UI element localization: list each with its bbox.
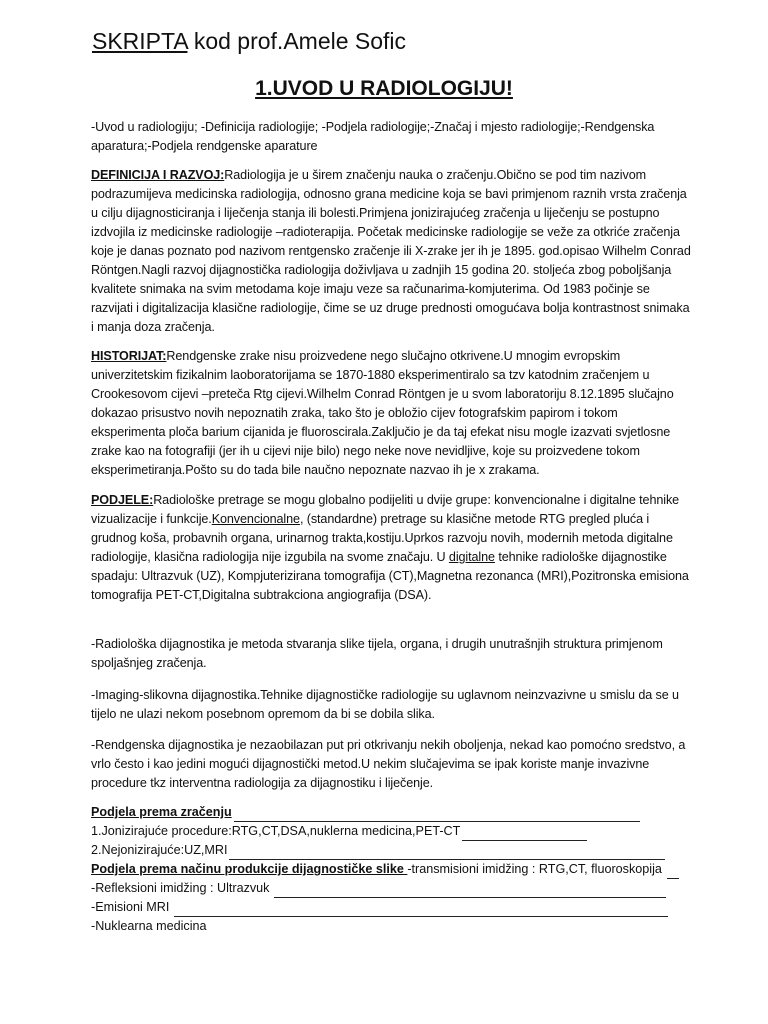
list-item [91, 917, 691, 936]
list-item [91, 879, 691, 898]
list-item [91, 841, 691, 860]
nuklearna-item: -Nuklearna medicina [91, 919, 207, 933]
fill-line [667, 864, 679, 879]
digitalne-term: digitalne [448, 550, 495, 564]
list-item [91, 803, 691, 822]
imaging-paragraph: -Imaging-slikovna dijagnostika.Tehnike dijagnostičke radiologije su uglavnom neinzvazivne u smislu da se u tijelo ne ulazi nekom posebnom opremom da bi se dobila slika. [91, 688, 679, 721]
nejonizirajuce-item: 2.Nejonizirajuće:UZ,MRI [91, 843, 228, 857]
historijat-label: HISTORIJAT: [91, 349, 167, 363]
fill-line [174, 902, 668, 917]
podjele-text-2: , (standardne) pretrage su klasične metode RTG pregled pluća i grudnog koša, probavnih organa, urinarnog trakta,kostiju.Uprkos razvoju novih, modernih metoda digitalne radiologije, klasična radiologija nije izgubila na svome značaju. U [91, 512, 673, 564]
podjela-nacinu-text: -transmisioni imidžing : RTG,CT, fluoroskopija [407, 862, 662, 876]
intro-paragraph: -Uvod u radiologiju; -Definicija radiologije; -Podjela radiologije;-Značaj i mjesto radiologije;-Rendgenska aparatura;-Podjela rendgenske aparature [91, 120, 655, 153]
definicija-text: Radiologija je u širem značenju nauka o zračenju.Obično se pod tim nazivom podrazumijeva medicinska radiologija, odnosno grana medicine koja se bavi primjenom raznih vrsta zračenja u cilju dijagnosticiranja i liječenja stanja ili bolesti.Primjena jonizirajućeg zračenja u liječenju se postupno izdvojila iz medicinske radiologije –radioterapija. Početak medicinske radiologije se veže za otkriće zračenja koje je danas poznato pod nazivom rentgensko zračenje ili X-zrake jer ih je 1895. god.opisao Wilhelm Conrad Röntgen.Nagli razvoj dijagnostička radiologija doživljava u zadnjih 15 godina 20. stoljeća zbog poboljšanja kvalitete snimaka na svim metodama koje imaju veze sa računarima-komjuterima. Od 1983 počinje se razvijati i digitalizacija klasične radiologije, čime se uz druge prednosti omogućava bolja kontrastnost snimaka i manja doza zračenja. [91, 168, 691, 334]
konvencionalne-term: Konvencionalne [211, 512, 300, 526]
podjela-list [91, 803, 691, 936]
fill-line [274, 883, 666, 898]
radioloska-paragraph: -Radiološka dijagnostika je metoda stvaranja slike tijela, organa, i drugih unutrašnjih struktura primjenom spoljašnjeg zračenja. [91, 637, 663, 670]
definicija-label: DEFINICIJA I RAZVOJ: [91, 168, 225, 182]
fill-line [462, 826, 587, 841]
refleksioni-item: -Refleksioni imidžing : Ultrazvuk [91, 881, 270, 895]
podjele-paragraph [91, 491, 691, 605]
podjele-text-1: Radiološke pretrage se mogu globalno podijeliti u dvije grupe: konvencionalne i digitalne tehnike vizualizacije i funkcije. [91, 493, 680, 526]
jonizirajuce-item: 1.Jonizirajuće procedure:RTG,CT,DSA,nuklerna medicina,PET-CT [91, 824, 461, 838]
rendgenska-paragraph: -Rendgenska dijagnostika je nezaobilazan put pri otkrivanju nekih obolјenja, nekad kao pomoćno sredstvo, a vrlo često i kao jedini mogući dijagnostički metod.U nekim slučajevima se ipak koriste manje invazivne procedure tkz interventna radiologija za dijagnostiku i liječenje. [91, 738, 686, 790]
historijat-text: Rendgenske zrake nisu proizvedene nego slučajno otkrivene.U mnogim evropskim univerzitetskim fizikalnim laoboratorijama se 1870-1880 eksperimentiralo sa tzv katodnim zračenjem u Crookesovom cijevi –preteča Rtg cijevi.Wilhelm Conrad Röntgen je u svom laboratoriju 8.12.1895 slučajno dokazao prisustvo novih nepoznatih zraka, tako što je obložio cijev fotografskim papirom i tokom eksperimenta ploča barium cijanida je fluoroscirala.Zaključio je da taj efekat nisu mogle izazvati svjetlosne zrake kao na fotografiji (jer ih u cijevi nije bilo) nego neke nove nevidljive, koje su proizvedene tokom eksperimetiranja.Pošto su do tada bile naučno nepoznate nazvao ih je x zrakama. [91, 349, 674, 477]
podjele-text-3: tehnike radiološke dijagnostike spadaju: Ultrazvuk (UZ), Kompjuterizirana tomografija (CT),Magnetna rezonanca (MRI),Pozitronska emisiona tomografija PET-CT,Digitalna subtrakciona angiografija (DSA). [91, 550, 689, 602]
fill-line [229, 845, 665, 860]
document-header [92, 24, 406, 58]
list-item [91, 822, 691, 841]
fill-line [234, 807, 640, 822]
podjele-label: PODJELE: [91, 493, 154, 507]
document-title: 1.UVOD U RADIOLOGIJU! [255, 77, 513, 100]
podjela-nacinu-heading: Podjela prema načinu produkcije dijagnostičke slike [91, 862, 408, 876]
emisioni-item: -Emisioni MRI [91, 900, 170, 914]
definicija-paragraph [91, 166, 691, 337]
historijat-paragraph [91, 347, 691, 480]
podjela-zracenju-heading: Podjela prema zračenju [91, 805, 232, 819]
list-item [91, 860, 691, 879]
list-item [91, 898, 691, 917]
header-author: kod prof.Amele Sofic [187, 28, 407, 54]
header-skripta: SKRIPTA [92, 28, 188, 54]
